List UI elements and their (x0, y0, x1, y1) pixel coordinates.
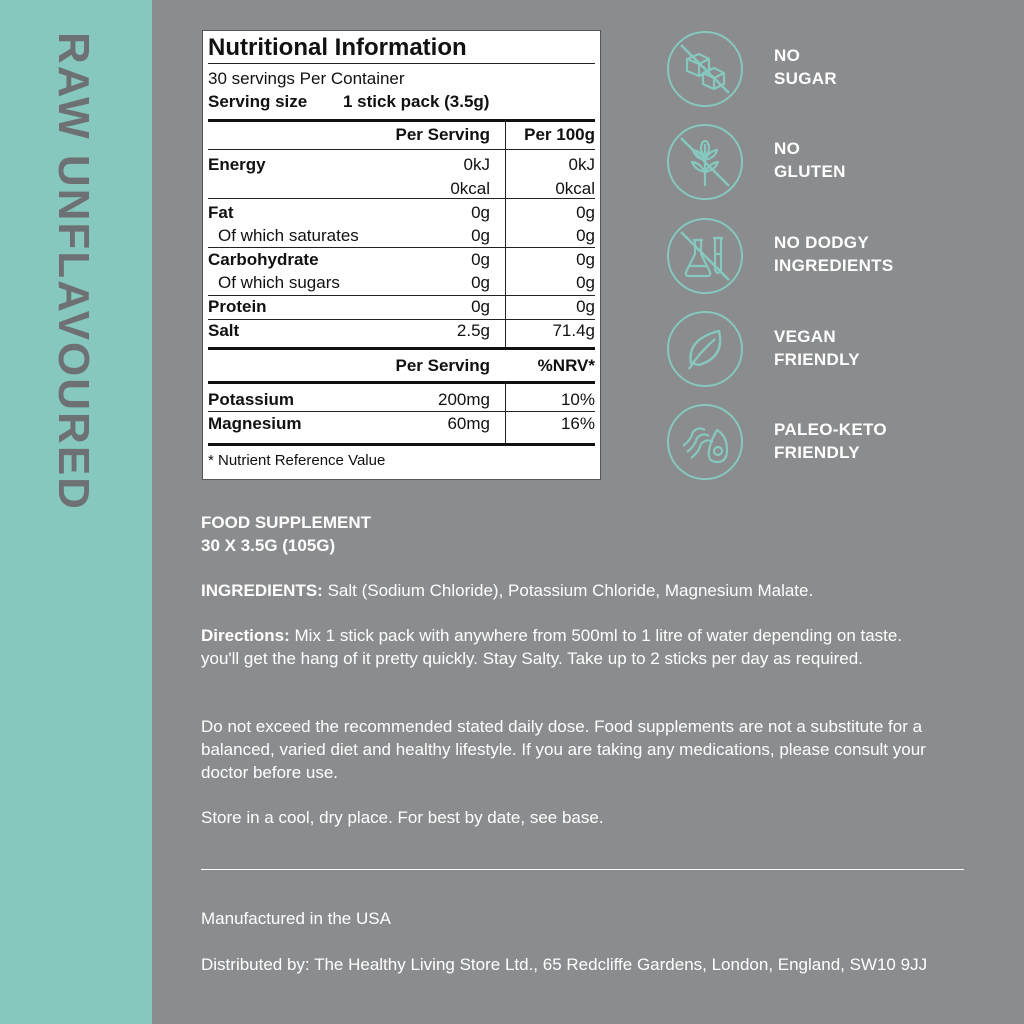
badge-line: NO (774, 139, 801, 158)
badge-line: NO DODGY (774, 233, 869, 252)
row-value: 0g (471, 226, 490, 245)
divider (208, 319, 595, 320)
badge-vegan (774, 325, 860, 371)
row-value: 16% (560, 414, 595, 433)
badge-line: VEGAN (774, 327, 836, 346)
lab-flask-icon (667, 218, 743, 294)
directions-paragraph (201, 624, 941, 670)
column-divider (505, 119, 506, 347)
no-gluten-icon (667, 124, 743, 200)
row-label-fat: Fat (208, 203, 234, 222)
row-label-potassium: Potassium (208, 390, 294, 409)
row-value: 0g (576, 250, 595, 269)
row-value: 0kcal (450, 179, 490, 198)
row-value: 10% (560, 390, 595, 409)
header-per-100g: Per 100g (524, 125, 595, 144)
row-value: 0g (471, 297, 490, 316)
nrv-footnote: * Nutrient Reference Value (208, 452, 386, 469)
divider (208, 411, 595, 412)
header-per-serving: Per Serving (395, 125, 490, 144)
divider (208, 247, 595, 248)
supplement-line2: 30 X 3.5G (105G) (201, 536, 336, 555)
badge-no-gluten (774, 137, 846, 183)
row-value: 0g (576, 297, 595, 316)
row-label-magnesium: Magnesium (208, 414, 302, 433)
divider (208, 198, 595, 199)
row-value: 0kcal (555, 179, 595, 198)
divider-thick (208, 381, 595, 384)
supplement-line1: FOOD SUPPLEMENT (201, 513, 372, 532)
row-label-carbohydrate: Carbohydrate (208, 250, 319, 269)
divider (208, 149, 595, 150)
badge-no-dodgy (774, 231, 893, 277)
header-per-serving-2: Per Serving (395, 356, 490, 375)
row-label-energy: Energy (208, 155, 266, 174)
divider-line (201, 869, 964, 870)
leaf-icon (667, 311, 743, 387)
servings-text: 30 servings Per Container (208, 69, 405, 88)
row-value: 0g (576, 203, 595, 222)
badge-line: NO (774, 46, 801, 65)
row-value: 0g (576, 273, 595, 292)
row-value: 0g (576, 226, 595, 245)
side-strip (0, 0, 152, 1024)
divider-thick (208, 347, 595, 350)
badge-line: SUGAR (774, 69, 837, 88)
no-sugar-icon (667, 31, 743, 107)
row-label-salt: Salt (208, 321, 240, 340)
row-value: 0kJ (463, 155, 490, 174)
row-value: 2.5g (456, 321, 490, 340)
divider-thick (208, 443, 595, 446)
badge-line: FRIENDLY (774, 350, 860, 369)
storage-text: Store in a cool, dry place. For best by date, see base. (201, 808, 604, 827)
badge-line: GLUTEN (774, 162, 846, 181)
manufactured-text: Manufactured in the USA (201, 909, 391, 928)
row-value: 71.4g (552, 321, 595, 340)
row-label-protein: Protein (208, 297, 267, 316)
row-value: 200mg (438, 390, 490, 409)
row-value: 0g (471, 203, 490, 222)
ingredients-label: INGREDIENTS: (201, 581, 323, 600)
nutrition-title: Nutritional Information (208, 34, 467, 61)
row-label-saturates: Of which saturates (218, 226, 359, 245)
directions-label: Directions: (201, 626, 290, 645)
header-nrv: %NRV* (537, 356, 595, 375)
row-value: 0kJ (568, 155, 595, 174)
serving-size-label: Serving size (208, 92, 308, 111)
row-label-sugars: Of which sugars (218, 273, 340, 292)
badge-line: PALEO-KETO (774, 420, 887, 439)
column-divider (505, 381, 506, 443)
ingredients-paragraph (201, 579, 971, 602)
badge-no-sugar (774, 44, 837, 90)
badge-line: FRIENDLY (774, 443, 860, 462)
directions-text: Mix 1 stick pack with anywhere from 500ml to 1 litre of water depending on taste. you'll get the hang of it pretty quickly. Stay Salty. Take up to 2 sticks per day as required. (201, 626, 903, 668)
serving-size-value: 1 stick pack (3.5g) (343, 92, 490, 111)
badge-line: INGREDIENTS (774, 256, 894, 275)
warning-paragraph: Do not exceed the recommended stated daily dose. Food supplements are not a substitute for a balanced, varied diet and healthy lifestyle. If you are taking any medications, please consult your doctor before use. (201, 717, 926, 782)
bacon-avocado-icon (667, 404, 743, 480)
distributed-text: Distributed by: The Healthy Living Store Ltd., 65 Redcliffe Gardens, London, England, SW10 9JJ (201, 955, 928, 974)
row-value: 60mg (447, 414, 490, 433)
divider (208, 63, 595, 64)
badge-paleo-keto (774, 418, 887, 464)
ingredients-text: Salt (Sodium Chloride), Potassium Chloride, Magnesium Malate. (322, 581, 814, 600)
row-value: 0g (471, 250, 490, 269)
product-name-vertical: RAW UNFLAVOURED (49, 32, 98, 511)
row-value: 0g (471, 273, 490, 292)
divider (208, 295, 595, 296)
divider-thick (208, 119, 595, 122)
nutrition-table (202, 30, 601, 480)
